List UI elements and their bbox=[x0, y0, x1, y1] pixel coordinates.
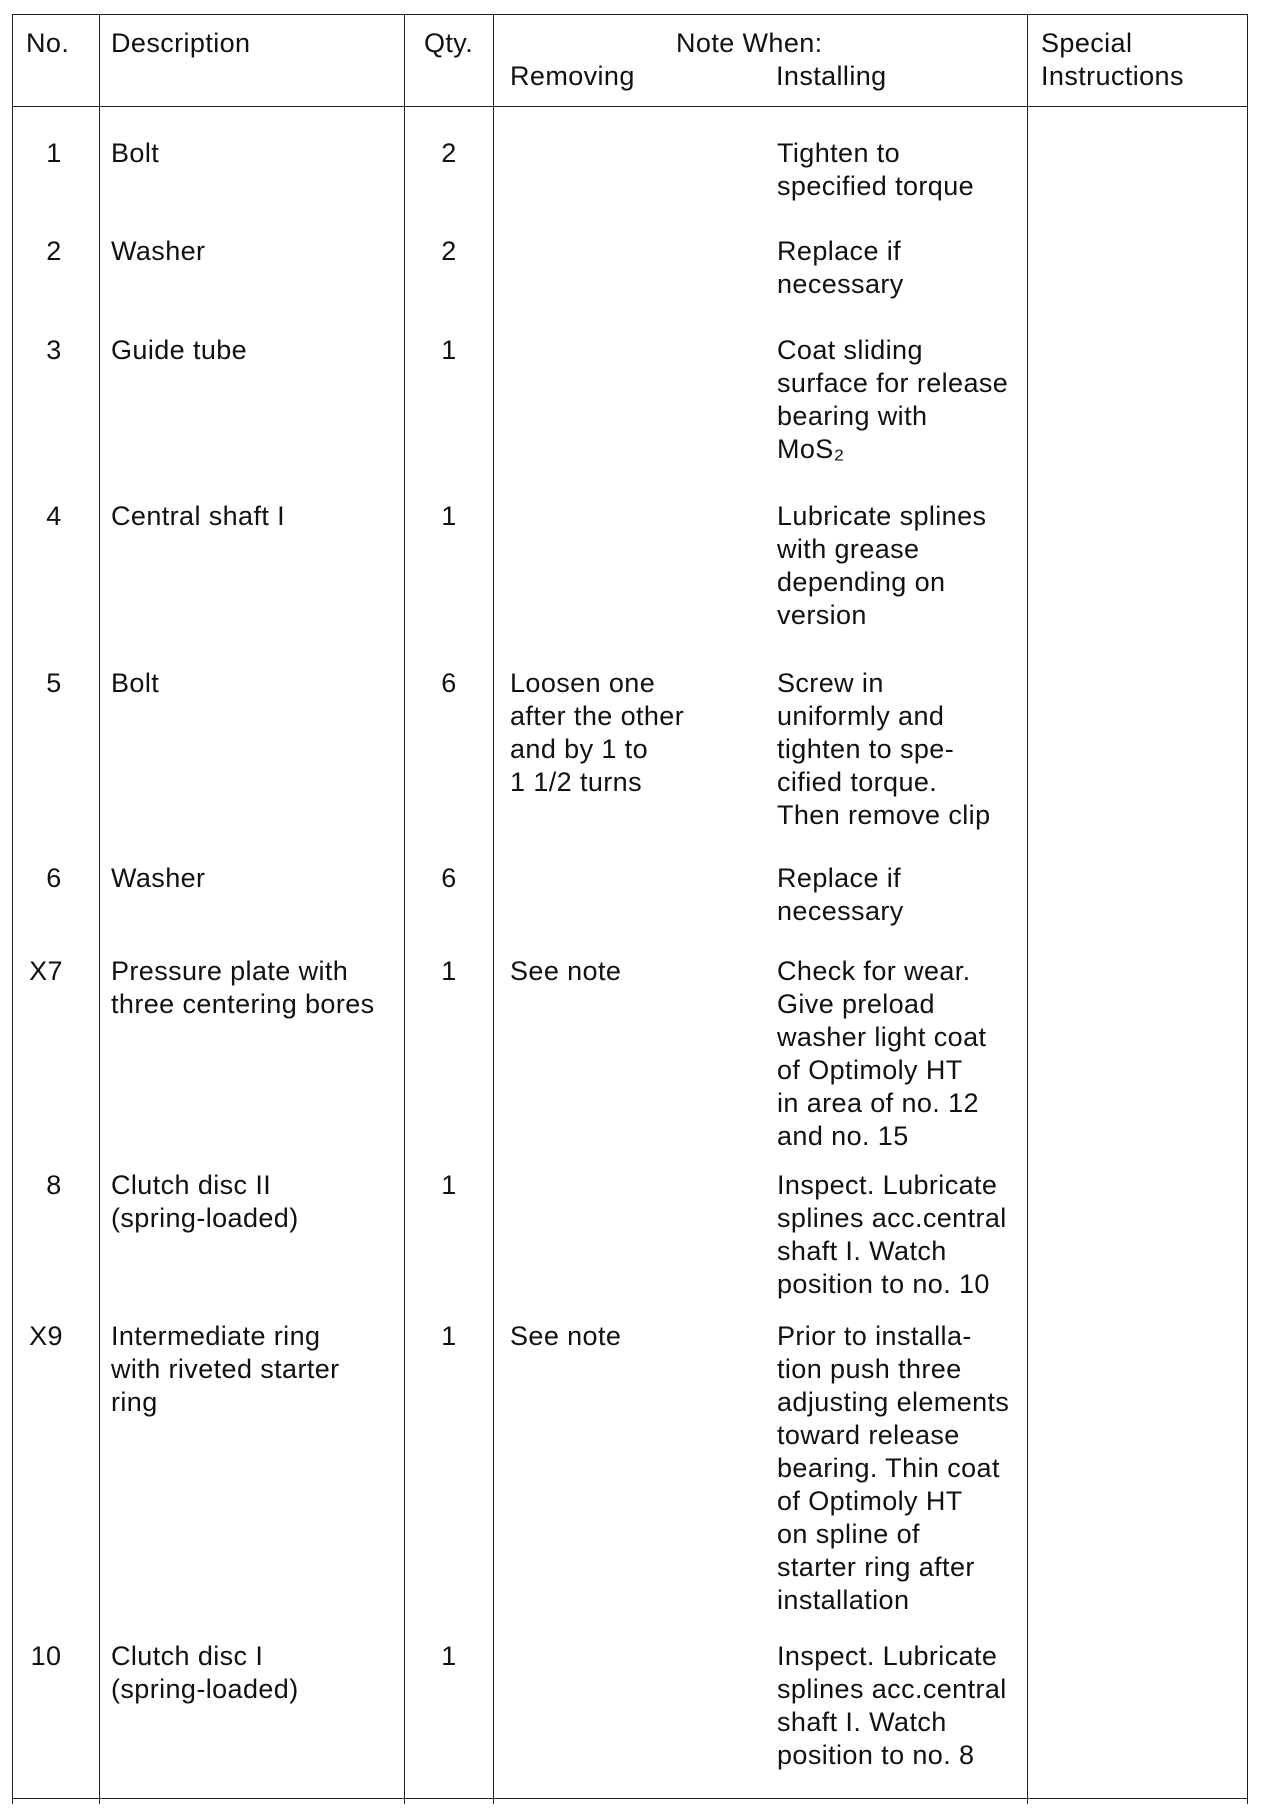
header-removing: Removing bbox=[510, 61, 635, 91]
row-qty: 1 bbox=[441, 1641, 457, 1671]
row-no: 2 bbox=[46, 236, 62, 266]
row-description: Guide tube bbox=[111, 335, 248, 365]
row-qty: 2 bbox=[441, 236, 457, 266]
column-divider bbox=[1027, 14, 1028, 1804]
row-description: Bolt bbox=[111, 668, 160, 698]
row-installing: Screw in uniformly and tighten to spe- cified torque. Then remove clip bbox=[777, 668, 991, 830]
table-bottom-border bbox=[12, 1798, 1247, 1799]
row-no: 4 bbox=[46, 501, 62, 531]
row-installing: Prior to installa- tion push three adjusting elements toward release bearing. Thin coat of Optimoly HT on spline of starter ring after installation bbox=[777, 1321, 1010, 1615]
row-installing: Lubricate splines with grease depending on version bbox=[777, 501, 987, 630]
row-qty: 1 bbox=[441, 956, 457, 986]
header-description: Description bbox=[111, 28, 251, 58]
row-no: 1 bbox=[46, 138, 62, 168]
row-description: Washer bbox=[111, 236, 206, 266]
row-description: Pressure plate with three centering bores bbox=[111, 956, 375, 1019]
row-qty: 1 bbox=[441, 1321, 457, 1351]
row-no: 3 bbox=[46, 335, 62, 365]
row-description: Central shaft I bbox=[111, 501, 286, 531]
row-description: Bolt bbox=[111, 138, 160, 168]
row-installing: Inspect. Lubricate splines acc.central shaft I. Watch position to no. 8 bbox=[777, 1641, 1007, 1770]
row-removing: See note bbox=[510, 956, 622, 986]
column-divider bbox=[12, 14, 13, 1804]
row-installing: Coat sliding surface for release bearing with MoS₂ bbox=[777, 335, 1009, 464]
header-installing: Installing bbox=[776, 61, 887, 91]
row-description: Intermediate ring with riveted starter ring bbox=[111, 1321, 340, 1417]
header-note-when: Note When: bbox=[676, 28, 823, 58]
row-qty: 6 bbox=[441, 668, 457, 698]
row-description: Washer bbox=[111, 863, 206, 893]
row-no: X7 bbox=[29, 956, 63, 986]
row-installing: Check for wear. Give preload washer light coat of Optimoly HT in area of no. 12 and no. 15 bbox=[777, 956, 987, 1151]
row-qty: 6 bbox=[441, 863, 457, 893]
row-removing: Loosen one after the other and by 1 to 1 1/2 turns bbox=[510, 668, 685, 797]
row-qty: 2 bbox=[441, 138, 457, 168]
row-removing: See note bbox=[510, 1321, 622, 1351]
row-no: 6 bbox=[46, 863, 62, 893]
row-no: 5 bbox=[46, 668, 62, 698]
row-no: 8 bbox=[46, 1170, 62, 1200]
column-divider bbox=[99, 14, 100, 1804]
column-divider bbox=[404, 14, 405, 1804]
row-installing: Replace if necessary bbox=[777, 863, 904, 926]
column-divider bbox=[493, 14, 494, 1804]
row-description: Clutch disc I (spring-loaded) bbox=[111, 1641, 299, 1704]
row-installing: Replace if necessary bbox=[777, 236, 904, 299]
row-qty: 1 bbox=[441, 1170, 457, 1200]
row-no: 10 bbox=[30, 1641, 62, 1671]
row-no: X9 bbox=[29, 1321, 63, 1351]
header-special-instructions: Special Instructions bbox=[1041, 28, 1184, 91]
table-top-border bbox=[12, 14, 1247, 15]
row-installing: Inspect. Lubricate splines acc.central shaft I. Watch position to no. 10 bbox=[777, 1170, 1007, 1299]
header-no: No. bbox=[26, 28, 70, 58]
column-divider bbox=[1247, 14, 1248, 1804]
row-qty: 1 bbox=[441, 501, 457, 531]
row-description: Clutch disc II (spring-loaded) bbox=[111, 1170, 299, 1233]
row-installing: Tighten to specified torque bbox=[777, 138, 975, 201]
row-qty: 1 bbox=[441, 335, 457, 365]
header-divider bbox=[12, 106, 1247, 107]
header-qty: Qty. bbox=[424, 28, 474, 58]
